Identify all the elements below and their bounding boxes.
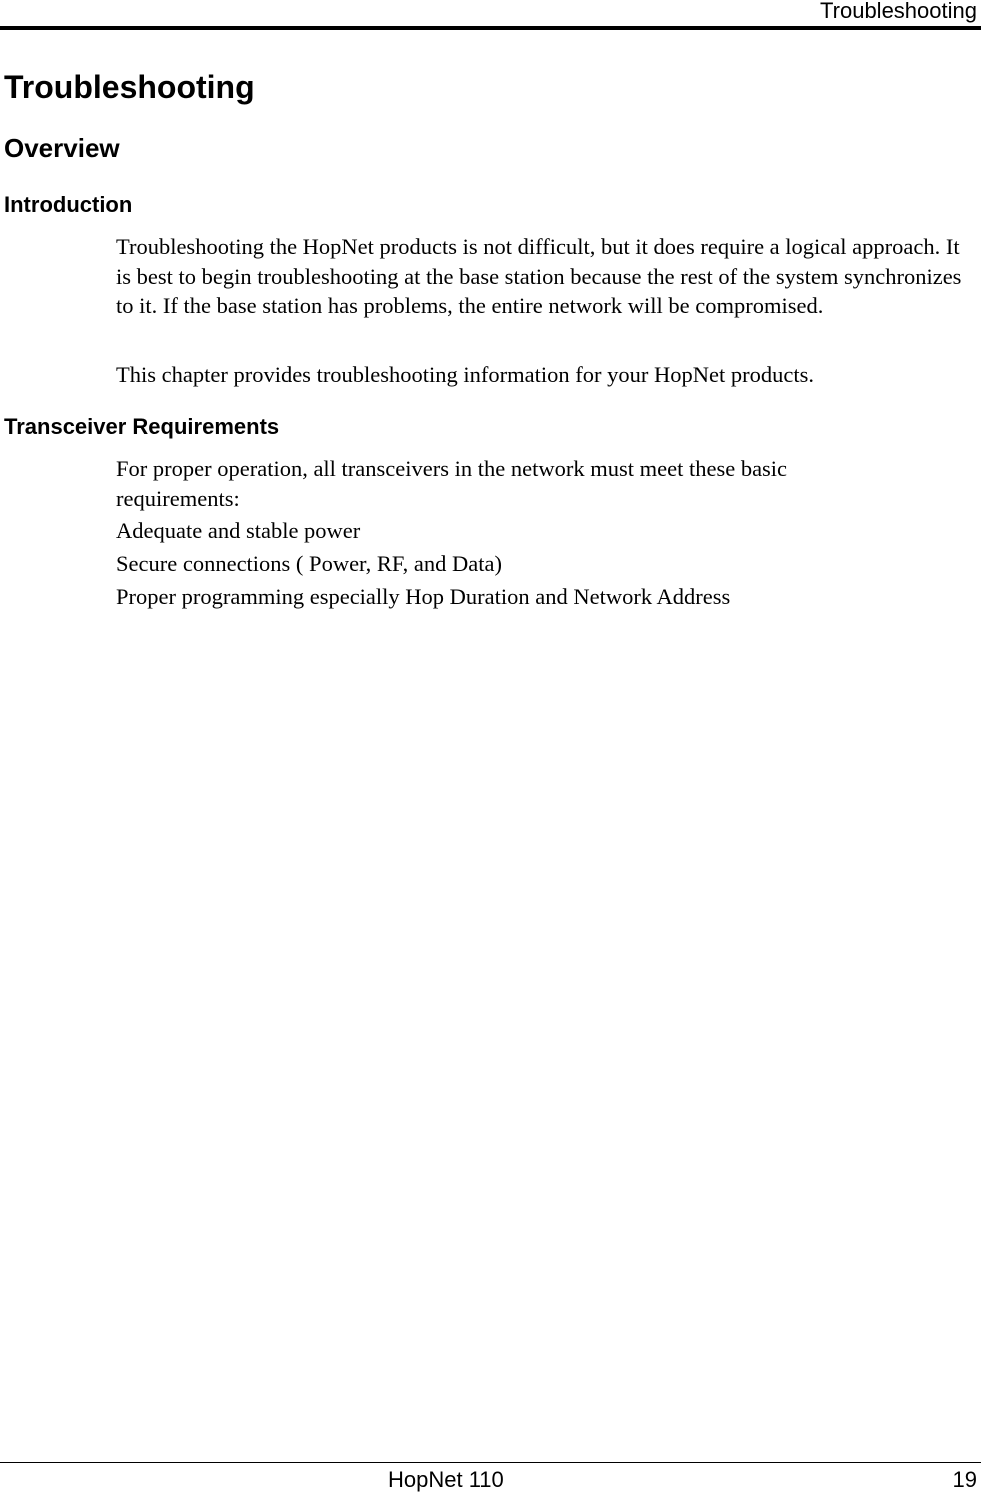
requirement-item: Secure connections ( Power, RF, and Data) — [116, 551, 502, 576]
requirements-lead-paragraph: For proper operation, all transceivers in the network must meet these basic requirements: — [116, 456, 788, 511]
footer-page-number: 19 — [952, 1467, 977, 1492]
introduction-paragraph: This chapter provides troubleshooting information for your HopNet products. — [116, 362, 814, 387]
running-header-title: Troubleshooting — [820, 0, 977, 23]
chapter-title: Troubleshooting — [4, 69, 255, 105]
header-rule — [0, 26, 981, 30]
footer-rule — [0, 1462, 981, 1463]
subsection-title-introduction: Introduction — [4, 192, 133, 217]
subsection-title-transceiver-requirements: Transceiver Requirements — [4, 414, 280, 439]
requirement-item: Proper programming especially Hop Duration and Network Address — [116, 584, 731, 609]
footer-product-name: HopNet 110 — [388, 1467, 504, 1492]
section-title-overview: Overview — [4, 133, 120, 163]
requirement-item: Adequate and stable power — [116, 518, 361, 543]
introduction-paragraph: Troubleshooting the HopNet products is not difficult, but it does require a logical approach. It is best to begin troubleshooting at the base station because the rest of the system synchronizes to it. If the base station has problems, the entire network will be compromised. — [116, 234, 962, 318]
